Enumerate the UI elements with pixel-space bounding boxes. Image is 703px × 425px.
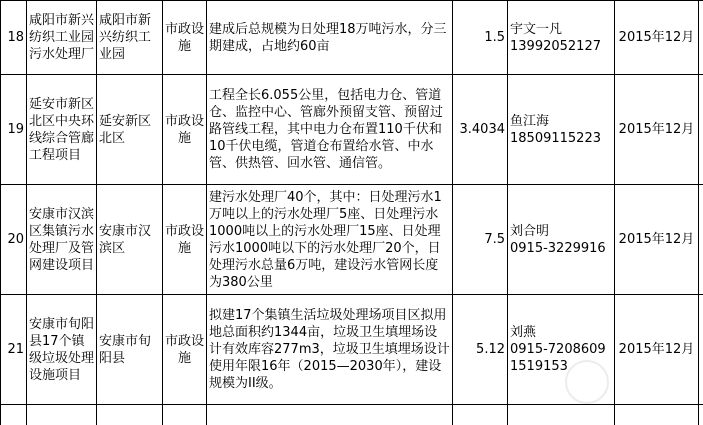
row-number-cell-text: 21	[7, 342, 24, 357]
row-number-cell-text: 20	[7, 232, 24, 247]
type-cell	[163, 185, 207, 295]
date-cell	[615, 295, 699, 405]
contact-cell	[508, 1, 615, 75]
type-cell-text: 市政设施	[165, 113, 205, 146]
investment-cell-text: 7.5	[484, 232, 505, 247]
type-cell	[163, 295, 207, 405]
date-cell-text: 2015年12月	[618, 122, 695, 137]
investment-cell-text: 1.5	[484, 30, 505, 45]
location-cell	[97, 75, 163, 185]
description-cell	[207, 1, 453, 75]
date-cell-text: 2015年12月	[618, 232, 695, 247]
next-row-cell	[97, 405, 163, 425]
contact-phone: 0915-3229916	[510, 240, 606, 256]
date-cell	[615, 75, 699, 185]
row-number-cell	[0, 75, 27, 185]
location-cell-text: 延安新区北区	[99, 113, 152, 146]
contact-name: 宇文一凡	[510, 21, 563, 37]
investment-cell-text: 3.4034	[459, 122, 505, 137]
next-row-cell	[699, 405, 703, 425]
type-cell-text: 市政设施	[165, 21, 205, 54]
location-cell	[97, 185, 163, 295]
edge-cell	[699, 185, 703, 295]
investment-cell	[453, 1, 508, 75]
date-cell	[615, 1, 699, 75]
next-row-cell	[163, 405, 207, 425]
contact-name: 鱼江海	[510, 113, 550, 129]
contact-phone: 0915-7208609	[510, 342, 606, 357]
date-cell	[615, 185, 699, 295]
investment-cell-text: 5.12	[476, 342, 505, 357]
type-cell	[163, 1, 207, 75]
next-row-cell	[615, 405, 699, 425]
row-number-cell-text: 19	[7, 122, 24, 137]
description-cell-text: 拟建17个集镇生活垃圾处理场项目区拟用地总面积约1344亩，垃圾卫生填埋场设计有效库容277m3，垃圾卫生填埋场设计使用年限16年（2015—2030年），建设规模为II级。	[209, 308, 450, 391]
row-number-cell	[0, 185, 27, 295]
project-name-cell-text: 延安市新区北区中央环线综合管廊工程项目	[29, 96, 95, 163]
project-name-cell-text: 安康市汉滨区集镇污水处理厂及管网建设项目	[29, 206, 95, 273]
contact-cell	[508, 295, 615, 405]
edge-cell	[699, 295, 703, 405]
date-cell-text: 2015年12月	[618, 342, 695, 357]
row-number-cell	[0, 295, 27, 405]
next-row-cell	[207, 405, 453, 425]
location-cell-text: 安康市汉滨区	[99, 223, 152, 256]
description-cell-text: 建成后总规模为日处理18万吨污水，分三期建成，占地约60亩	[209, 21, 447, 54]
row-number-cell-text: 18	[7, 30, 24, 45]
contact-info	[510, 21, 601, 55]
project-name-cell-text: 咸阳市新兴纺织工业园污水处理厂	[29, 13, 95, 62]
type-cell-text: 市政设施	[165, 223, 205, 256]
location-cell-text: 安康市旬阳县	[99, 333, 152, 366]
description-cell-text: 工程全长6.055公里，包括电力仓、管道仓、监控中心、管廊外预留支管、预留过路管线工程，其中电力仓布置110千伏和10千伏电缆，管道仓布置给水管、中水管、供热管、回水管、通信管。	[209, 88, 444, 171]
description-cell	[207, 185, 453, 295]
investment-cell	[453, 185, 508, 295]
investment-cell	[453, 295, 508, 405]
type-cell-text: 市政设施	[165, 333, 205, 366]
location-cell	[97, 295, 163, 405]
type-cell	[163, 75, 207, 185]
contact-info	[510, 324, 606, 375]
project-name-cell	[27, 295, 97, 405]
location-cell	[97, 1, 163, 75]
next-row-cell	[453, 405, 508, 425]
next-row-cell	[0, 405, 27, 425]
investment-cell	[453, 75, 508, 185]
row-number-cell	[0, 1, 27, 75]
contact-phone: 13992052127	[510, 38, 601, 54]
contact-info	[510, 223, 606, 257]
description-cell	[207, 75, 453, 185]
contact-cell	[508, 75, 615, 185]
project-name-cell	[27, 185, 97, 295]
project-name-cell	[27, 75, 97, 185]
contact-phone: 18509115223	[510, 130, 601, 146]
date-cell-text: 2015年12月	[618, 30, 695, 45]
contact-name: 刘燕	[510, 325, 537, 340]
project-name-cell	[27, 1, 97, 75]
contact-cell	[508, 185, 615, 295]
edge-cell	[699, 1, 703, 75]
contact-info	[510, 113, 601, 147]
edge-cell	[699, 75, 703, 185]
contact-name: 刘合明	[510, 223, 550, 239]
next-row-cell	[27, 405, 97, 425]
next-row-cell	[508, 405, 615, 425]
location-cell-text: 咸阳市新兴纺织工业园	[99, 13, 152, 62]
description-cell	[207, 295, 453, 405]
description-cell-text: 建污水处理厂40个，其中：日处理污水1万吨以上的污水处理厂5座、日处理污水1000吨以上的污水处理厂15座、日处理污水1000吨以下的污水处理厂20个，日处理污水总量6万吨，建设污水管网长度为380公里	[209, 189, 442, 290]
project-name-cell-text: 安康市旬阳县17个镇级垃圾处理设施项目	[29, 316, 95, 383]
contact-phone: 1519153	[510, 359, 568, 374]
